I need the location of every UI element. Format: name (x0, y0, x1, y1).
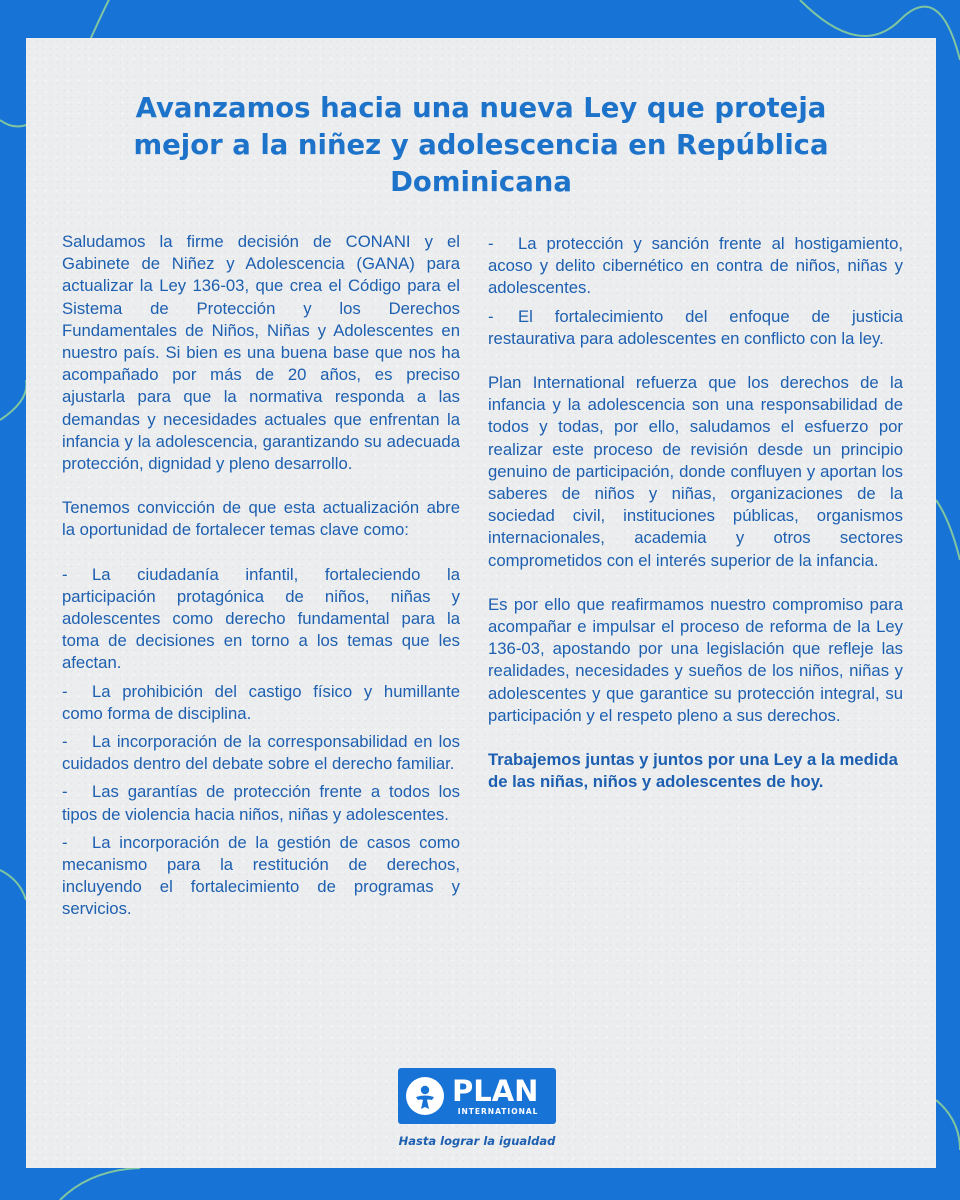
list-item-text: Las garantías de protección frente a todos los tipos de violencia hacia niños, niñas y adolescentes. (62, 782, 460, 824)
list-item (62, 781, 460, 825)
list-item-text: La ciudadanía infantil, fortaleciendo la participación protagónica de niños, niñas y adolescentes como derecho fundamental para la toma de decisiones en torno a los temas que les afectan. (62, 564, 460, 673)
logo-badge (398, 1068, 556, 1124)
left-column (62, 231, 460, 943)
plan-child-icon (404, 1075, 446, 1117)
logo-name: PLAN (452, 1073, 539, 1108)
content-card (26, 38, 936, 1168)
bullet-marker: - (62, 732, 68, 752)
bullet-marker: - (488, 234, 494, 253)
commitment-paragraph: Es por ello que reafirmamos nuestro compromiso para acompañar e impulsar el proceso de reforma de la Ley 136-03, apostando por una legislación que refleje las realidades, necesidades y sueños de los niños, niñas y adolescentes y que garantice su protección integral, su participación y el respeto pleno a sus derechos. (488, 594, 903, 725)
list-item-text: La incorporación de la gestión de casos como mecanismo para la restitución de derechos, incluyendo el fortalecimiento de programas y servicios. (62, 832, 460, 919)
list-item-text: La protección y sanción frente al hostigamiento, acoso y delito cibernético en contra de niños, niñas y adolescentes. (488, 234, 903, 298)
bullet-marker: - (62, 681, 68, 701)
closing-statement: Trabajemos juntas y juntos por una Ley a la medida de las niñas, niños y adolescentes de hoy. (488, 750, 898, 792)
plan-international-logo (398, 1068, 568, 1148)
lead-paragraph: Tenemos convicción de que esta actualización abre la oportunidad de fortalecer temas clave como: (62, 498, 460, 540)
list-item-text: La incorporación de la corresponsabilidad en los cuidados dentro del debate sobre el derecho familiar. (62, 732, 460, 774)
list-item (62, 681, 460, 725)
bullet-marker: - (488, 306, 494, 326)
left-bullet-list (62, 564, 460, 921)
bullet-marker: - (62, 832, 68, 852)
list-item (62, 832, 460, 921)
logo-tagline: Hasta lograr la igualdad (398, 1134, 556, 1148)
list-item-text: El fortalecimiento del enfoque de justicia restaurativa para adolescentes en conflicto con la ley. (488, 306, 903, 348)
intro-paragraph: Saludamos la firme decisión de CONANI y el Gabinete de Niñez y Adolescencia (GANA) para actualizar la Ley 136-03, que crea el Código para el Sistema de Protección y los Derechos Fundamentales de Niños, Niñas y Adolescentes en nuestro país. Si bien es una buena base que nos ha acompañado por más de 20 años, es preciso ajustarla para que la normativa responda a las demandas y necesidades actuales que enfrentan la infancia y la adolescencia, garantizando su adecuada protección, dignidad y pleno desarrollo. (62, 232, 460, 474)
logo-subname: INTERNATIONAL (457, 1106, 539, 1116)
list-item (488, 306, 903, 350)
list-item-text: La prohibición del castigo físico y humillante como forma de disciplina. (62, 681, 460, 723)
list-item (488, 233, 903, 300)
page-title: Avanzamos hacia una nueva Ley que proteja mejor a la niñez y adolescencia en República Dominicana (133, 92, 829, 198)
plan-international-paragraph: Plan International refuerza que los derechos de la infancia y la adolescencia son una responsabilidad de todos y todas, por ello, saludamos el esfuerzo por realizar este proceso de revisión desde un principio genuino de participación, donde confluyen y aportan los saberes de niños y niñas, organizaciones de la sociedad civil, instituciones públicas, organismos internacionales, academia y otros sectores comprometidos con el interés superior de la infancia. (488, 373, 903, 570)
right-bullet-list (488, 233, 903, 350)
list-item (62, 564, 460, 675)
bullet-marker: - (62, 564, 68, 584)
bullet-marker: - (62, 782, 68, 802)
right-column (488, 233, 903, 793)
list-item (62, 731, 460, 775)
